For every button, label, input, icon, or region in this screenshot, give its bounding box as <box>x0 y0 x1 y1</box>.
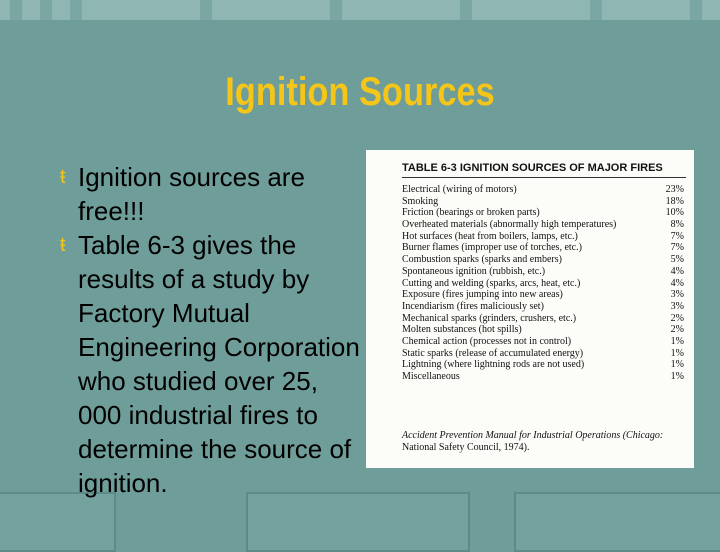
ignition-sources-table-image <box>366 150 694 468</box>
row-label: Chemical action (processes not in control) <box>402 335 572 347</box>
row-label: Friction (bearings or broken parts) <box>402 207 540 219</box>
bullet-icon: ŧ <box>60 234 66 256</box>
bullet-item <box>60 160 360 228</box>
table-title: TABLE 6-3 IGNITION SOURCES OF MAJOR FIRES <box>402 162 663 174</box>
table-row <box>402 301 684 313</box>
row-value: 18% <box>665 195 684 207</box>
table-row <box>402 336 684 348</box>
row-value: 1% <box>670 335 684 347</box>
row-value: 10% <box>665 207 684 219</box>
row-label: Spontaneous ignition (rubbish, etc.) <box>402 265 546 277</box>
table-row <box>402 278 684 290</box>
row-label: Lightning (where lightning rods are not used) <box>402 359 585 371</box>
background-panel <box>0 492 116 552</box>
row-label: Burner flames (improper use of torches, etc.) <box>402 242 582 254</box>
row-value: 3% <box>670 289 684 301</box>
row-label: Overheated materials (abnormally high temperatures) <box>402 219 617 231</box>
slide-title: Ignition Sources <box>225 70 495 114</box>
background-panel <box>246 492 470 552</box>
table-row <box>402 184 684 196</box>
table-row <box>402 313 684 325</box>
row-value: 7% <box>670 230 684 242</box>
table-row <box>402 242 684 254</box>
row-label: Static sparks (release of accumulated energy) <box>402 347 584 359</box>
row-value: 8% <box>670 219 684 231</box>
table-row <box>402 231 684 243</box>
row-value: 5% <box>670 254 684 266</box>
table-source-note <box>402 430 663 454</box>
row-label: Molten substances (hot spills) <box>402 324 522 336</box>
row-value: 1% <box>670 371 684 382</box>
table-row <box>402 207 684 219</box>
table-row <box>402 254 684 266</box>
row-label: Electrical (wiring of motors) <box>402 184 517 195</box>
table-row <box>402 289 684 301</box>
bullet-text: Ignition sources are free!!! <box>78 162 305 226</box>
source-line: National Safety Council, 1974). <box>402 442 530 453</box>
row-value: 2% <box>670 324 684 336</box>
row-label: Incendiarism (fires maliciously set) <box>402 300 544 312</box>
row-label: Cutting and welding (sparks, arcs, heat, etc.) <box>402 277 581 289</box>
row-value: 23% <box>665 184 684 195</box>
source-line: Accident Prevention Manual for Industrial Operations (Chicago: <box>402 430 664 441</box>
table-row <box>402 266 684 278</box>
table-row <box>402 359 684 371</box>
table-row <box>402 371 684 383</box>
row-label: Mechanical sparks (grinders, crushers, etc.) <box>402 312 577 324</box>
background-panel <box>514 492 720 552</box>
table-row <box>402 348 684 360</box>
bullet-item <box>60 228 360 500</box>
row-label: Hot surfaces (heat from boilers, lamps, etc.) <box>402 230 578 242</box>
row-label: Miscellaneous <box>402 371 460 382</box>
row-value: 4% <box>670 277 684 289</box>
bullet-text: Table 6-3 gives the results of a study by Factory Mutual Engineering Corporation who studied over 25, 000 industrial fires to determine the source of ignition. <box>78 230 360 498</box>
table-rows <box>402 184 684 383</box>
table-divider <box>402 177 686 178</box>
row-value: 4% <box>670 265 684 277</box>
table-row <box>402 219 684 231</box>
bullet-list <box>60 160 360 500</box>
table-row <box>402 324 684 336</box>
bullet-icon: ŧ <box>60 166 66 188</box>
row-value: 1% <box>670 347 684 359</box>
row-value: 1% <box>670 359 684 371</box>
row-value: 3% <box>670 300 684 312</box>
table-row <box>402 196 684 208</box>
top-decorative-strip <box>0 0 720 20</box>
row-value: 2% <box>670 312 684 324</box>
row-label: Exposure (fires jumping into new areas) <box>402 289 563 301</box>
row-label: Smoking <box>402 195 439 207</box>
row-label: Combustion sparks (sparks and embers) <box>402 254 562 266</box>
row-value: 7% <box>670 242 684 254</box>
